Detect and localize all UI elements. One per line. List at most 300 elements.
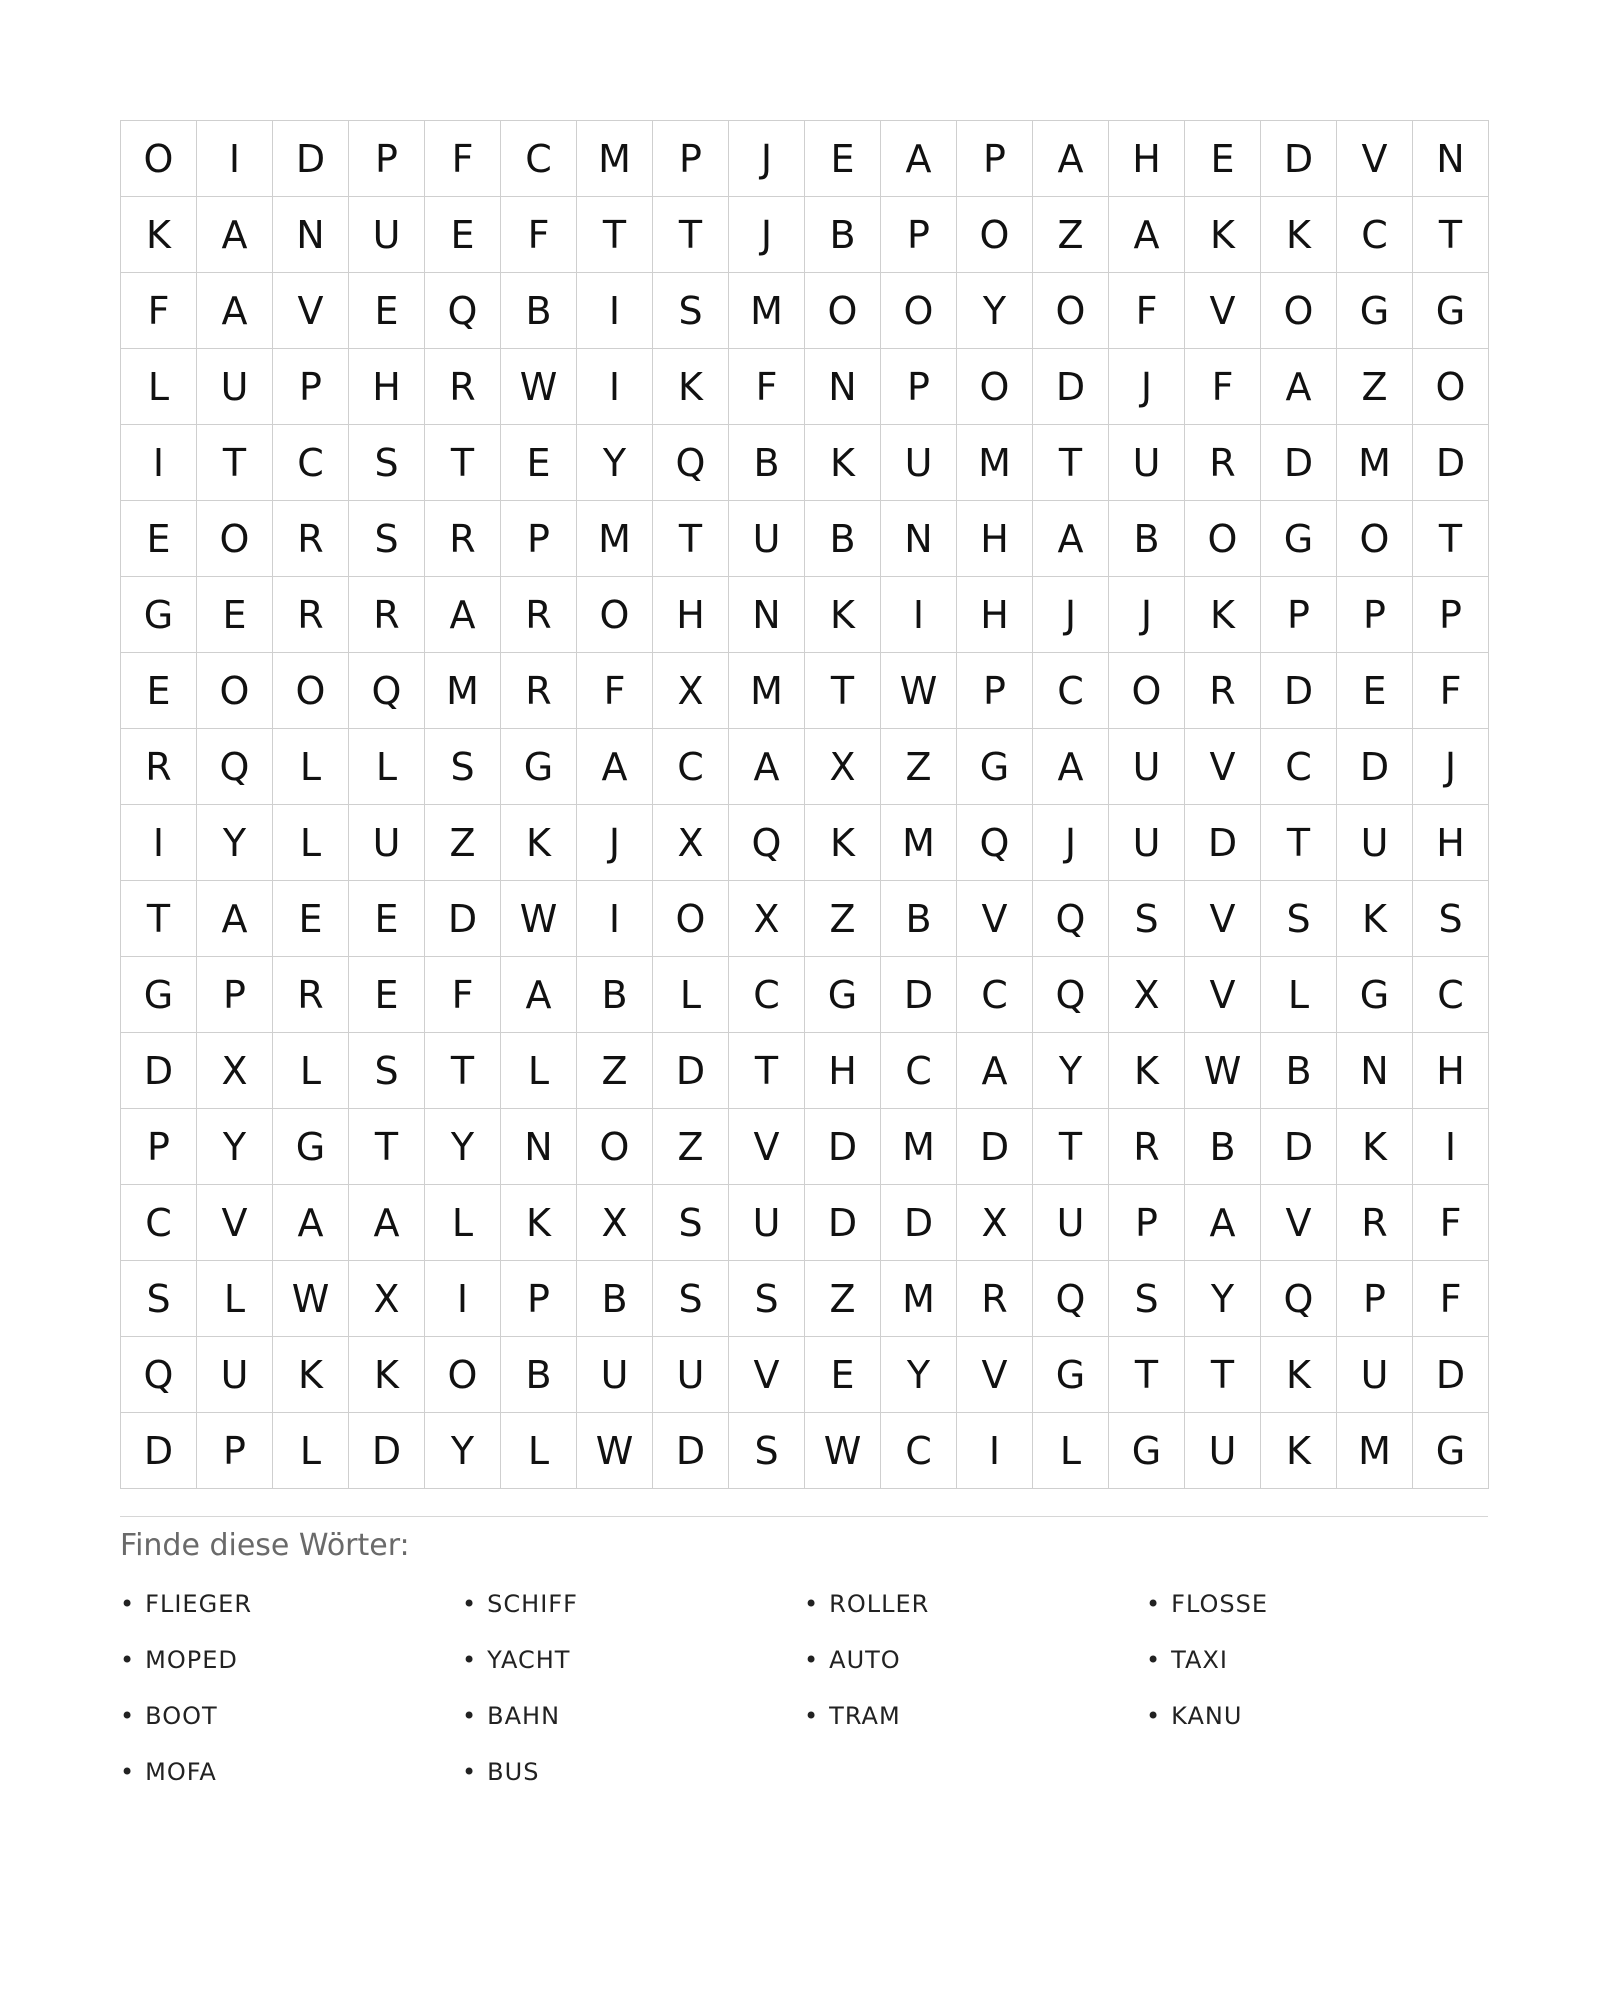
grid-cell[interactable]: S xyxy=(653,273,729,349)
grid-cell[interactable]: K xyxy=(1109,1033,1185,1109)
grid-cell[interactable]: K xyxy=(1185,197,1261,273)
grid-cell[interactable]: T xyxy=(1185,1337,1261,1413)
grid-cell[interactable]: Q xyxy=(121,1337,197,1413)
grid-cell[interactable]: U xyxy=(881,425,957,501)
grid-cell[interactable]: W xyxy=(805,1413,881,1489)
grid-cell[interactable]: G xyxy=(121,957,197,1033)
grid-cell[interactable]: E xyxy=(425,197,501,273)
grid-cell[interactable]: C xyxy=(653,729,729,805)
grid-cell[interactable]: W xyxy=(501,881,577,957)
grid-cell[interactable]: S xyxy=(729,1261,805,1337)
grid-cell[interactable]: V xyxy=(957,881,1033,957)
grid-cell[interactable]: T xyxy=(653,501,729,577)
grid-cell[interactable]: J xyxy=(1109,349,1185,425)
grid-cell[interactable]: U xyxy=(1033,1185,1109,1261)
grid-cell[interactable]: V xyxy=(1185,729,1261,805)
grid-cell[interactable]: T xyxy=(121,881,197,957)
grid-cell[interactable]: L xyxy=(121,349,197,425)
grid-cell[interactable]: Z xyxy=(577,1033,653,1109)
grid-cell[interactable]: T xyxy=(729,1033,805,1109)
grid-cell[interactable]: P xyxy=(957,121,1033,197)
grid-cell[interactable]: D xyxy=(121,1413,197,1489)
grid-cell[interactable]: R xyxy=(501,653,577,729)
grid-cell[interactable]: U xyxy=(1337,805,1413,881)
grid-cell[interactable]: O xyxy=(1261,273,1337,349)
grid-cell[interactable]: M xyxy=(1337,1413,1413,1489)
grid-cell[interactable]: U xyxy=(197,349,273,425)
grid-cell[interactable]: T xyxy=(197,425,273,501)
grid-cell[interactable]: M xyxy=(1337,425,1413,501)
grid-cell[interactable]: U xyxy=(349,197,425,273)
grid-cell[interactable]: Z xyxy=(653,1109,729,1185)
grid-cell[interactable]: P xyxy=(501,501,577,577)
grid-cell[interactable]: E xyxy=(349,957,425,1033)
grid-cell[interactable]: B xyxy=(501,1337,577,1413)
grid-cell[interactable]: A xyxy=(197,881,273,957)
grid-cell[interactable]: H xyxy=(805,1033,881,1109)
grid-cell[interactable]: O xyxy=(1337,501,1413,577)
grid-cell[interactable]: Z xyxy=(1033,197,1109,273)
grid-cell[interactable]: B xyxy=(577,1261,653,1337)
grid-cell[interactable]: D xyxy=(1261,653,1337,729)
grid-cell[interactable]: O xyxy=(957,349,1033,425)
grid-cell[interactable]: D xyxy=(425,881,501,957)
grid-cell[interactable]: K xyxy=(1261,197,1337,273)
grid-cell[interactable]: P xyxy=(957,653,1033,729)
grid-cell[interactable]: L xyxy=(1033,1413,1109,1489)
grid-cell[interactable]: Z xyxy=(805,1261,881,1337)
grid-cell[interactable]: C xyxy=(1261,729,1337,805)
grid-cell[interactable]: L xyxy=(197,1261,273,1337)
grid-cell[interactable]: R xyxy=(1109,1109,1185,1185)
grid-cell[interactable]: D xyxy=(1413,425,1489,501)
grid-cell[interactable]: B xyxy=(805,197,881,273)
grid-cell[interactable]: J xyxy=(1413,729,1489,805)
grid-cell[interactable]: V xyxy=(1337,121,1413,197)
grid-cell[interactable]: B xyxy=(1109,501,1185,577)
grid-cell[interactable]: L xyxy=(501,1033,577,1109)
grid-cell[interactable]: D xyxy=(1261,425,1337,501)
grid-cell[interactable]: W xyxy=(501,349,577,425)
grid-cell[interactable]: K xyxy=(1337,1109,1413,1185)
grid-cell[interactable]: A xyxy=(1033,729,1109,805)
grid-cell[interactable]: V xyxy=(197,1185,273,1261)
grid-cell[interactable]: N xyxy=(881,501,957,577)
grid-cell[interactable]: T xyxy=(1413,197,1489,273)
grid-cell[interactable]: S xyxy=(121,1261,197,1337)
grid-cell[interactable]: G xyxy=(121,577,197,653)
grid-cell[interactable]: J xyxy=(1109,577,1185,653)
grid-cell[interactable]: C xyxy=(729,957,805,1033)
grid-cell[interactable]: T xyxy=(577,197,653,273)
grid-cell[interactable]: T xyxy=(1413,501,1489,577)
grid-cell[interactable]: V xyxy=(729,1337,805,1413)
grid-cell[interactable]: E xyxy=(501,425,577,501)
grid-cell[interactable]: O xyxy=(577,577,653,653)
grid-cell[interactable]: D xyxy=(1413,1337,1489,1413)
grid-cell[interactable]: J xyxy=(1033,577,1109,653)
grid-cell[interactable]: X xyxy=(805,729,881,805)
grid-cell[interactable]: B xyxy=(881,881,957,957)
grid-cell[interactable]: J xyxy=(1033,805,1109,881)
grid-cell[interactable]: V xyxy=(1185,881,1261,957)
grid-cell[interactable]: N xyxy=(729,577,805,653)
grid-cell[interactable]: F xyxy=(577,653,653,729)
grid-cell[interactable]: M xyxy=(957,425,1033,501)
grid-cell[interactable]: E xyxy=(349,273,425,349)
grid-cell[interactable]: G xyxy=(1337,957,1413,1033)
grid-cell[interactable]: E xyxy=(121,653,197,729)
grid-cell[interactable]: T xyxy=(349,1109,425,1185)
grid-cell[interactable]: K xyxy=(121,197,197,273)
grid-cell[interactable]: Q xyxy=(197,729,273,805)
grid-cell[interactable]: L xyxy=(273,1033,349,1109)
grid-cell[interactable]: F xyxy=(1109,273,1185,349)
grid-cell[interactable]: Y xyxy=(577,425,653,501)
grid-cell[interactable]: S xyxy=(653,1261,729,1337)
grid-cell[interactable]: Y xyxy=(881,1337,957,1413)
grid-cell[interactable]: M xyxy=(577,121,653,197)
grid-cell[interactable]: D xyxy=(805,1109,881,1185)
grid-cell[interactable]: Q xyxy=(1261,1261,1337,1337)
grid-cell[interactable]: I xyxy=(197,121,273,197)
grid-cell[interactable]: Y xyxy=(197,805,273,881)
grid-cell[interactable]: A xyxy=(197,197,273,273)
grid-cell[interactable]: L xyxy=(273,729,349,805)
grid-cell[interactable]: G xyxy=(1413,1413,1489,1489)
grid-cell[interactable]: X xyxy=(653,653,729,729)
grid-cell[interactable]: A xyxy=(1185,1185,1261,1261)
grid-cell[interactable]: Q xyxy=(729,805,805,881)
grid-cell[interactable]: M xyxy=(729,653,805,729)
grid-cell[interactable]: S xyxy=(653,1185,729,1261)
grid-cell[interactable]: A xyxy=(1033,121,1109,197)
grid-cell[interactable]: X xyxy=(729,881,805,957)
grid-cell[interactable]: O xyxy=(805,273,881,349)
grid-cell[interactable]: O xyxy=(425,1337,501,1413)
grid-cell[interactable]: D xyxy=(121,1033,197,1109)
grid-cell[interactable]: K xyxy=(501,805,577,881)
grid-cell[interactable]: A xyxy=(273,1185,349,1261)
grid-cell[interactable]: R xyxy=(273,577,349,653)
grid-cell[interactable]: D xyxy=(1033,349,1109,425)
grid-cell[interactable]: D xyxy=(881,1185,957,1261)
grid-cell[interactable]: D xyxy=(653,1413,729,1489)
grid-cell[interactable]: U xyxy=(1337,1337,1413,1413)
grid-cell[interactable]: O xyxy=(197,501,273,577)
grid-cell[interactable]: P xyxy=(653,121,729,197)
grid-cell[interactable]: M xyxy=(881,805,957,881)
grid-cell[interactable]: C xyxy=(121,1185,197,1261)
grid-cell[interactable]: P xyxy=(1337,577,1413,653)
grid-cell[interactable]: H xyxy=(653,577,729,653)
grid-cell[interactable]: L xyxy=(425,1185,501,1261)
grid-cell[interactable]: K xyxy=(805,425,881,501)
grid-cell[interactable]: T xyxy=(653,197,729,273)
grid-cell[interactable]: P xyxy=(273,349,349,425)
grid-cell[interactable]: A xyxy=(1033,501,1109,577)
grid-cell[interactable]: E xyxy=(349,881,425,957)
grid-cell[interactable]: N xyxy=(501,1109,577,1185)
grid-cell[interactable]: W xyxy=(1185,1033,1261,1109)
grid-cell[interactable]: S xyxy=(425,729,501,805)
grid-cell[interactable]: G xyxy=(1109,1413,1185,1489)
grid-cell[interactable]: U xyxy=(349,805,425,881)
grid-cell[interactable]: P xyxy=(881,197,957,273)
grid-cell[interactable]: U xyxy=(1185,1413,1261,1489)
grid-cell[interactable]: M xyxy=(881,1261,957,1337)
grid-cell[interactable]: R xyxy=(121,729,197,805)
grid-cell[interactable]: X xyxy=(653,805,729,881)
grid-cell[interactable]: P xyxy=(197,957,273,1033)
grid-cell[interactable]: L xyxy=(273,805,349,881)
grid-cell[interactable]: I xyxy=(121,805,197,881)
grid-cell[interactable]: Y xyxy=(1033,1033,1109,1109)
grid-cell[interactable]: N xyxy=(1337,1033,1413,1109)
grid-cell[interactable]: J xyxy=(729,197,805,273)
grid-cell[interactable]: R xyxy=(425,349,501,425)
grid-cell[interactable]: V xyxy=(273,273,349,349)
grid-cell[interactable]: C xyxy=(881,1033,957,1109)
grid-cell[interactable]: C xyxy=(273,425,349,501)
grid-cell[interactable]: K xyxy=(1261,1337,1337,1413)
grid-cell[interactable]: B xyxy=(1261,1033,1337,1109)
grid-cell[interactable]: F xyxy=(1413,653,1489,729)
grid-cell[interactable]: C xyxy=(881,1413,957,1489)
grid-cell[interactable]: H xyxy=(349,349,425,425)
grid-cell[interactable]: G xyxy=(1261,501,1337,577)
grid-cell[interactable]: O xyxy=(1033,273,1109,349)
grid-cell[interactable]: M xyxy=(729,273,805,349)
grid-cell[interactable]: Y xyxy=(425,1109,501,1185)
grid-cell[interactable]: U xyxy=(1109,729,1185,805)
grid-cell[interactable]: B xyxy=(729,425,805,501)
grid-cell[interactable]: B xyxy=(577,957,653,1033)
grid-cell[interactable]: R xyxy=(425,501,501,577)
grid-cell[interactable]: A xyxy=(197,273,273,349)
grid-cell[interactable]: F xyxy=(425,957,501,1033)
grid-cell[interactable]: X xyxy=(1109,957,1185,1033)
grid-cell[interactable]: T xyxy=(425,425,501,501)
grid-cell[interactable]: V xyxy=(1185,273,1261,349)
grid-cell[interactable]: E xyxy=(805,1337,881,1413)
grid-cell[interactable]: V xyxy=(1185,957,1261,1033)
grid-cell[interactable]: P xyxy=(1109,1185,1185,1261)
grid-cell[interactable]: T xyxy=(805,653,881,729)
grid-cell[interactable]: A xyxy=(501,957,577,1033)
grid-cell[interactable]: T xyxy=(1261,805,1337,881)
grid-cell[interactable]: A xyxy=(1109,197,1185,273)
grid-cell[interactable]: G xyxy=(957,729,1033,805)
grid-cell[interactable]: Q xyxy=(1033,881,1109,957)
grid-cell[interactable]: K xyxy=(1337,881,1413,957)
grid-cell[interactable]: T xyxy=(1109,1337,1185,1413)
grid-cell[interactable]: D xyxy=(653,1033,729,1109)
grid-cell[interactable]: D xyxy=(957,1109,1033,1185)
grid-cell[interactable]: C xyxy=(1033,653,1109,729)
grid-cell[interactable]: S xyxy=(1109,881,1185,957)
grid-cell[interactable]: R xyxy=(1185,653,1261,729)
grid-cell[interactable]: K xyxy=(501,1185,577,1261)
grid-cell[interactable]: G xyxy=(1033,1337,1109,1413)
grid-cell[interactable]: P xyxy=(1261,577,1337,653)
grid-cell[interactable]: B xyxy=(805,501,881,577)
grid-cell[interactable]: L xyxy=(501,1413,577,1489)
grid-cell[interactable]: V xyxy=(729,1109,805,1185)
grid-cell[interactable]: I xyxy=(425,1261,501,1337)
grid-cell[interactable]: K xyxy=(805,805,881,881)
grid-cell[interactable]: S xyxy=(349,425,425,501)
grid-cell[interactable]: D xyxy=(1185,805,1261,881)
grid-cell[interactable]: G xyxy=(501,729,577,805)
grid-cell[interactable]: V xyxy=(1261,1185,1337,1261)
grid-cell[interactable]: J xyxy=(729,121,805,197)
grid-cell[interactable]: K xyxy=(1261,1413,1337,1489)
grid-cell[interactable]: F xyxy=(121,273,197,349)
grid-cell[interactable]: H xyxy=(1413,805,1489,881)
grid-cell[interactable]: M xyxy=(577,501,653,577)
grid-cell[interactable]: H xyxy=(957,577,1033,653)
grid-cell[interactable]: N xyxy=(805,349,881,425)
grid-cell[interactable]: I xyxy=(577,273,653,349)
grid-cell[interactable]: E xyxy=(121,501,197,577)
grid-cell[interactable]: P xyxy=(501,1261,577,1337)
grid-cell[interactable]: U xyxy=(653,1337,729,1413)
grid-cell[interactable]: V xyxy=(957,1337,1033,1413)
grid-cell[interactable]: S xyxy=(349,501,425,577)
grid-cell[interactable]: D xyxy=(1337,729,1413,805)
grid-cell[interactable]: F xyxy=(501,197,577,273)
grid-cell[interactable]: D xyxy=(349,1413,425,1489)
grid-cell[interactable]: K xyxy=(805,577,881,653)
grid-cell[interactable]: U xyxy=(1109,805,1185,881)
grid-cell[interactable]: X xyxy=(577,1185,653,1261)
grid-cell[interactable]: P xyxy=(881,349,957,425)
grid-cell[interactable]: S xyxy=(1413,881,1489,957)
grid-cell[interactable]: R xyxy=(957,1261,1033,1337)
grid-cell[interactable]: P xyxy=(121,1109,197,1185)
grid-cell[interactable]: M xyxy=(881,1109,957,1185)
grid-cell[interactable]: A xyxy=(957,1033,1033,1109)
grid-cell[interactable]: W xyxy=(881,653,957,729)
grid-cell[interactable]: I xyxy=(577,881,653,957)
grid-cell[interactable]: S xyxy=(1261,881,1337,957)
grid-cell[interactable]: R xyxy=(1185,425,1261,501)
grid-cell[interactable]: O xyxy=(957,197,1033,273)
grid-cell[interactable]: U xyxy=(577,1337,653,1413)
grid-cell[interactable]: Z xyxy=(1337,349,1413,425)
grid-cell[interactable]: R xyxy=(273,501,349,577)
grid-cell[interactable]: G xyxy=(1413,273,1489,349)
grid-cell[interactable]: A xyxy=(577,729,653,805)
grid-cell[interactable]: O xyxy=(121,121,197,197)
grid-cell[interactable]: L xyxy=(653,957,729,1033)
grid-cell[interactable]: I xyxy=(577,349,653,425)
grid-cell[interactable]: Y xyxy=(197,1109,273,1185)
grid-cell[interactable]: H xyxy=(957,501,1033,577)
grid-cell[interactable]: F xyxy=(1413,1185,1489,1261)
grid-cell[interactable]: U xyxy=(729,1185,805,1261)
grid-cell[interactable]: I xyxy=(1413,1109,1489,1185)
grid-cell[interactable]: D xyxy=(1261,1109,1337,1185)
grid-cell[interactable]: L xyxy=(1261,957,1337,1033)
grid-cell[interactable]: T xyxy=(1033,425,1109,501)
grid-cell[interactable]: S xyxy=(1109,1261,1185,1337)
grid-cell[interactable]: K xyxy=(273,1337,349,1413)
grid-cell[interactable]: Q xyxy=(957,805,1033,881)
grid-cell[interactable]: T xyxy=(425,1033,501,1109)
grid-cell[interactable]: Z xyxy=(881,729,957,805)
grid-cell[interactable]: X xyxy=(349,1261,425,1337)
grid-cell[interactable]: L xyxy=(273,1413,349,1489)
grid-cell[interactable]: O xyxy=(273,653,349,729)
grid-cell[interactable]: H xyxy=(1413,1033,1489,1109)
grid-cell[interactable]: I xyxy=(957,1413,1033,1489)
grid-cell[interactable]: E xyxy=(805,121,881,197)
grid-cell[interactable]: X xyxy=(197,1033,273,1109)
grid-cell[interactable]: Q xyxy=(349,653,425,729)
grid-cell[interactable]: O xyxy=(881,273,957,349)
grid-cell[interactable]: Q xyxy=(653,425,729,501)
grid-cell[interactable]: O xyxy=(197,653,273,729)
grid-cell[interactable]: C xyxy=(1413,957,1489,1033)
grid-cell[interactable]: R xyxy=(273,957,349,1033)
grid-cell[interactable]: A xyxy=(349,1185,425,1261)
grid-cell[interactable]: Z xyxy=(805,881,881,957)
grid-cell[interactable]: P xyxy=(1337,1261,1413,1337)
grid-cell[interactable]: D xyxy=(273,121,349,197)
grid-cell[interactable]: W xyxy=(577,1413,653,1489)
grid-cell[interactable]: Y xyxy=(425,1413,501,1489)
grid-cell[interactable]: G xyxy=(1337,273,1413,349)
grid-cell[interactable]: P xyxy=(349,121,425,197)
grid-cell[interactable]: U xyxy=(1109,425,1185,501)
grid-cell[interactable]: S xyxy=(349,1033,425,1109)
grid-cell[interactable]: Y xyxy=(1185,1261,1261,1337)
grid-cell[interactable]: N xyxy=(1413,121,1489,197)
grid-cell[interactable]: S xyxy=(729,1413,805,1489)
grid-cell[interactable]: T xyxy=(1033,1109,1109,1185)
grid-cell[interactable]: E xyxy=(1337,653,1413,729)
grid-cell[interactable]: C xyxy=(1337,197,1413,273)
grid-cell[interactable]: A xyxy=(425,577,501,653)
grid-cell[interactable]: F xyxy=(1185,349,1261,425)
grid-cell[interactable]: R xyxy=(349,577,425,653)
grid-cell[interactable]: I xyxy=(881,577,957,653)
grid-cell[interactable]: W xyxy=(273,1261,349,1337)
grid-cell[interactable]: X xyxy=(957,1185,1033,1261)
grid-cell[interactable]: O xyxy=(1185,501,1261,577)
grid-cell[interactable]: G xyxy=(273,1109,349,1185)
grid-cell[interactable]: R xyxy=(1337,1185,1413,1261)
grid-cell[interactable]: U xyxy=(729,501,805,577)
grid-cell[interactable]: F xyxy=(425,121,501,197)
grid-cell[interactable]: G xyxy=(805,957,881,1033)
grid-cell[interactable]: A xyxy=(1261,349,1337,425)
grid-cell[interactable]: P xyxy=(197,1413,273,1489)
grid-cell[interactable]: K xyxy=(349,1337,425,1413)
grid-cell[interactable]: N xyxy=(273,197,349,273)
grid-cell[interactable]: Q xyxy=(1033,957,1109,1033)
grid-cell[interactable]: Q xyxy=(425,273,501,349)
grid-cell[interactable]: H xyxy=(1109,121,1185,197)
grid-cell[interactable]: P xyxy=(1413,577,1489,653)
grid-cell[interactable]: E xyxy=(197,577,273,653)
grid-cell[interactable]: Z xyxy=(425,805,501,881)
grid-cell[interactable]: A xyxy=(729,729,805,805)
grid-cell[interactable]: O xyxy=(577,1109,653,1185)
grid-cell[interactable]: E xyxy=(1185,121,1261,197)
